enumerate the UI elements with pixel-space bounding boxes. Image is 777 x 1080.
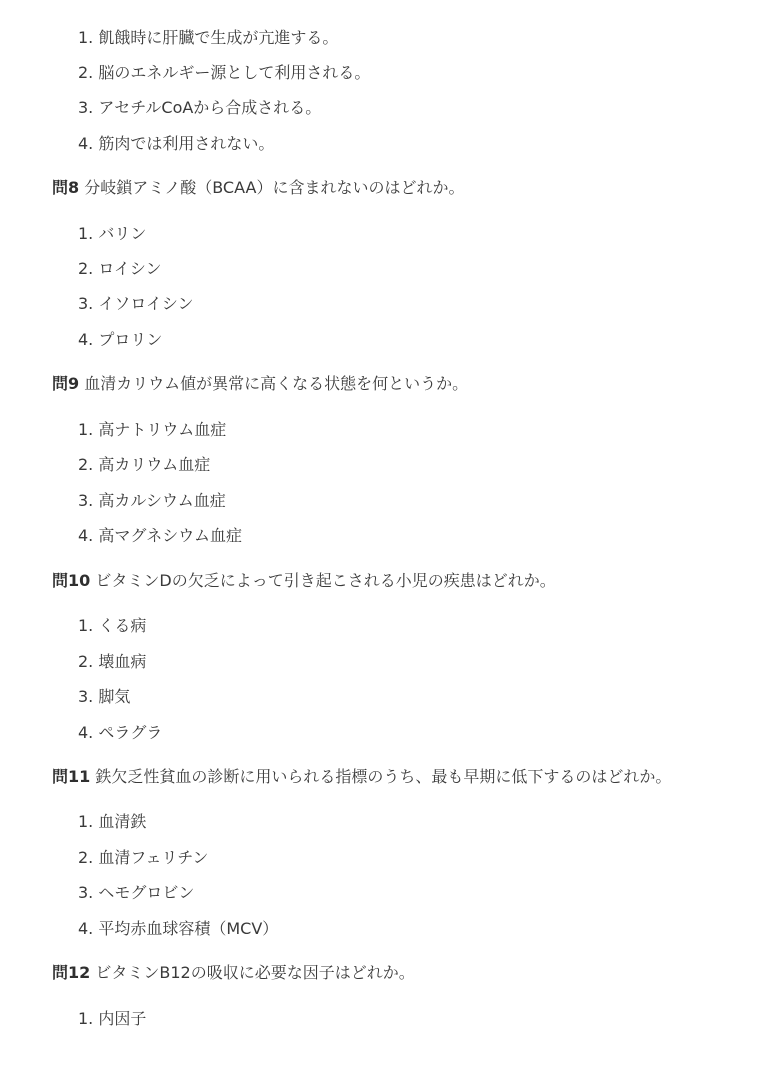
question-text: 鉄欠乏性貧血の診断に用いられる指標のうち、最も早期に低下するのはどれか。 — [95, 767, 672, 786]
option-item: 4. 平均赤血球容積（MCV） — [78, 919, 279, 938]
option-item: 2. 壊血病 — [78, 652, 147, 671]
option-item: 4. 高マグネシウム血症 — [78, 526, 243, 545]
option-item: 1. 内因子 — [78, 1009, 147, 1028]
question-number: 問11 — [52, 767, 91, 786]
option-item: 3. ヘモグロビン — [78, 883, 195, 902]
option-item: 4. ペラグラ — [78, 723, 163, 742]
option-item: 2. 血清フェリチン — [78, 848, 209, 867]
question-number: 問9 — [52, 374, 80, 393]
question-heading — [52, 178, 464, 198]
question-heading — [52, 963, 415, 983]
option-item: 1. 飢餓時に肝臓で生成が亢進する。 — [78, 28, 339, 47]
option-item: 3. イソロイシン — [78, 294, 194, 313]
option-item: 1. バリン — [78, 224, 147, 243]
option-item: 2. ロイシン — [78, 259, 162, 278]
option-item: 2. 高カリウム血症 — [78, 455, 211, 474]
option-item: 1. くる病 — [78, 616, 147, 635]
question-heading — [52, 571, 556, 591]
question-text: ビタミンDの欠乏によって引き起こされる小児の疾患はどれか。 — [95, 571, 556, 590]
question-number: 問10 — [52, 571, 91, 590]
question-number: 問12 — [52, 963, 91, 982]
question-text: ビタミンB12の吸収に必要な因子はどれか。 — [95, 963, 415, 982]
question-text: 分岐鎖アミノ酸（BCAA）に含まれないのはどれか。 — [84, 178, 465, 197]
question-heading — [52, 767, 671, 787]
option-item: 4. プロリン — [78, 330, 163, 349]
option-item: 3. 脚気 — [78, 687, 131, 706]
option-item: 2. 脳のエネルギー源として利用される。 — [78, 63, 371, 82]
question-heading — [52, 374, 468, 394]
option-item: 3. 高カルシウム血症 — [78, 491, 226, 510]
question-text: 血清カリウム値が異常に高くなる状態を何というか。 — [84, 374, 469, 393]
option-item: 1. 血清鉄 — [78, 812, 147, 831]
option-item: 4. 筋肉では利用されない。 — [78, 134, 275, 153]
question-number: 問8 — [52, 178, 80, 197]
option-item: 1. 高ナトリウム血症 — [78, 420, 227, 439]
option-item: 3. アセチルCoAから合成される。 — [78, 98, 322, 117]
